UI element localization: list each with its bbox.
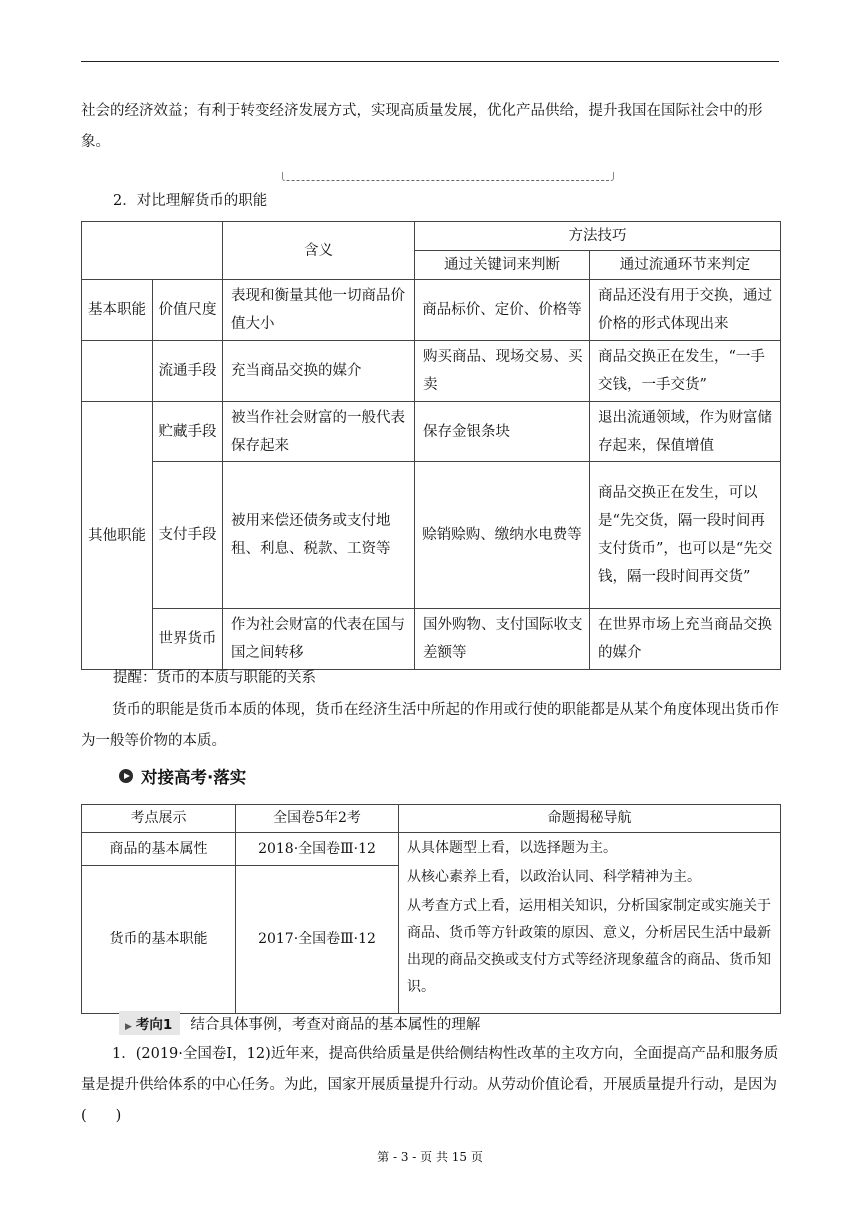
table2-header-exam: 全国卷5年2考 — [236, 805, 399, 833]
table1-row — [82, 341, 781, 402]
table2-topic: 商品的基本属性 — [82, 833, 236, 866]
intro-paragraph: 社会的经济效益；有利于转变经济发展方式，实现高质量发展，优化产品供给，提升我国在国际社会中的形象。 — [81, 103, 763, 150]
nav-line: 从核心素养上看，以政治认同、科学精神为主。 — [407, 869, 701, 885]
play-circle-icon — [119, 769, 133, 783]
table1-header-meaning: 含义 — [223, 222, 415, 280]
section-divider — [282, 172, 614, 181]
table1-corner-cell — [82, 222, 223, 280]
function-name: 支付手段 — [153, 462, 223, 609]
function-name: 贮藏手段 — [153, 402, 223, 462]
exam-overview-table — [81, 804, 781, 1014]
function-meaning: 充当商品交换的媒介 — [223, 341, 415, 402]
function-circulation: 商品还没有用于交换，通过价格的形式体现出来 — [590, 280, 781, 341]
function-keyword: 商品标价、定价、价格等 — [415, 280, 590, 341]
header-rule — [81, 61, 779, 62]
table1-row — [82, 609, 781, 670]
reminder-text: 货币的职能是货币本质的体现，货币在经济生活中所起的作用或行使的职能都是从某个角度体现出货币作为一般等价物的本质。 — [81, 702, 779, 749]
group-empty-cell — [82, 341, 153, 402]
table1-header-method: 方法技巧 — [415, 222, 781, 251]
function-name: 世界货币 — [153, 609, 223, 670]
function-keyword: 保存金银条块 — [415, 402, 590, 462]
function-meaning: 被用来偿还债务或支付地租、利息、税款、工资等 — [223, 462, 415, 609]
function-meaning: 被当作社会财富的一般代表保存起来 — [223, 402, 415, 462]
function-name: 流通手段 — [153, 341, 223, 402]
group-basic-label: 基本职能 — [82, 280, 153, 341]
group-other-label: 其他职能 — [82, 402, 153, 670]
function-name: 价值尺度 — [153, 280, 223, 341]
table2-header-topic: 考点展示 — [82, 805, 236, 833]
function-circulation: 商品交换正在发生，“一手交钱，一手交货” — [590, 341, 781, 402]
page-footer: 第 - 3 - 页 共 15 页 — [377, 1150, 483, 1164]
kaoxiang-line — [119, 1011, 480, 1035]
function-keyword: 赊销赊购、缴纳水电费等 — [415, 462, 590, 609]
table2-header-nav: 命题揭秘导航 — [399, 805, 781, 833]
reminder-title: 提醒：货币的本质与职能的关系 — [113, 670, 316, 686]
table1-header-circulation: 通过流通环节来判定 — [590, 251, 781, 280]
nav-line: 从考查方式上看，运用相关知识，分析国家制定或实施关于商品、货币等方针政策的原因、意义，分析居民生活中最新出现的商品交换或支付方式等经济现象蕴含的商品、货币知识。 — [407, 898, 771, 995]
table1-row — [82, 402, 781, 462]
function-keyword: 国外购物、支付国际收支差额等 — [415, 609, 590, 670]
table2-exam: 2018·全国卷Ⅲ·12 — [236, 833, 399, 866]
table1-row — [82, 462, 781, 609]
table2-nav-cell — [399, 833, 781, 1014]
function-keyword: 购买商品、现场交易、买卖 — [415, 341, 590, 402]
section2-title: 2．对比理解货币的职能 — [113, 193, 268, 209]
section-heading — [119, 764, 246, 788]
money-functions-table — [81, 221, 781, 670]
nav-line: 从具体题型上看，以选择题为主。 — [407, 840, 617, 856]
kaoxiang-text: 结合具体事例，考查对商品的基本属性的理解 — [190, 1016, 481, 1033]
function-circulation: 在世界市场上充当商品交换的媒介 — [590, 609, 781, 670]
question-text: 1．(2019·全国卷Ⅰ，12)近年来，提高供给质量是供给侧结构性改革的主攻方向，全面提高产品和服务质量是提升供给体系的中心任务。为此，国家开展质量提升行动。从劳动价值论看，开展质量提升行动，是因为( ) — [81, 1046, 779, 1124]
function-meaning: 作为社会财富的代表在国与国之间转移 — [223, 609, 415, 670]
function-circulation: 退出流通领域，作为财富储存起来，保值增值 — [590, 402, 781, 462]
table1-header-keyword: 通过关键词来判断 — [415, 251, 590, 280]
table2-exam: 2017·全国卷Ⅲ·12 — [236, 866, 399, 1014]
table1-row — [82, 280, 781, 341]
section-heading-text: 对接高考·落实 — [141, 768, 247, 787]
function-meaning: 表现和衡量其他一切商品价值大小 — [223, 280, 415, 341]
kaoxiang-badge: ▶ 考向1 — [119, 1011, 180, 1035]
function-circulation: 商品交换正在发生，可以是“先交货，隔一段时间再支付货币”，也可以是“先交钱，隔一段时间再交货” — [590, 462, 781, 609]
table2-topic: 货币的基本职能 — [82, 866, 236, 1014]
